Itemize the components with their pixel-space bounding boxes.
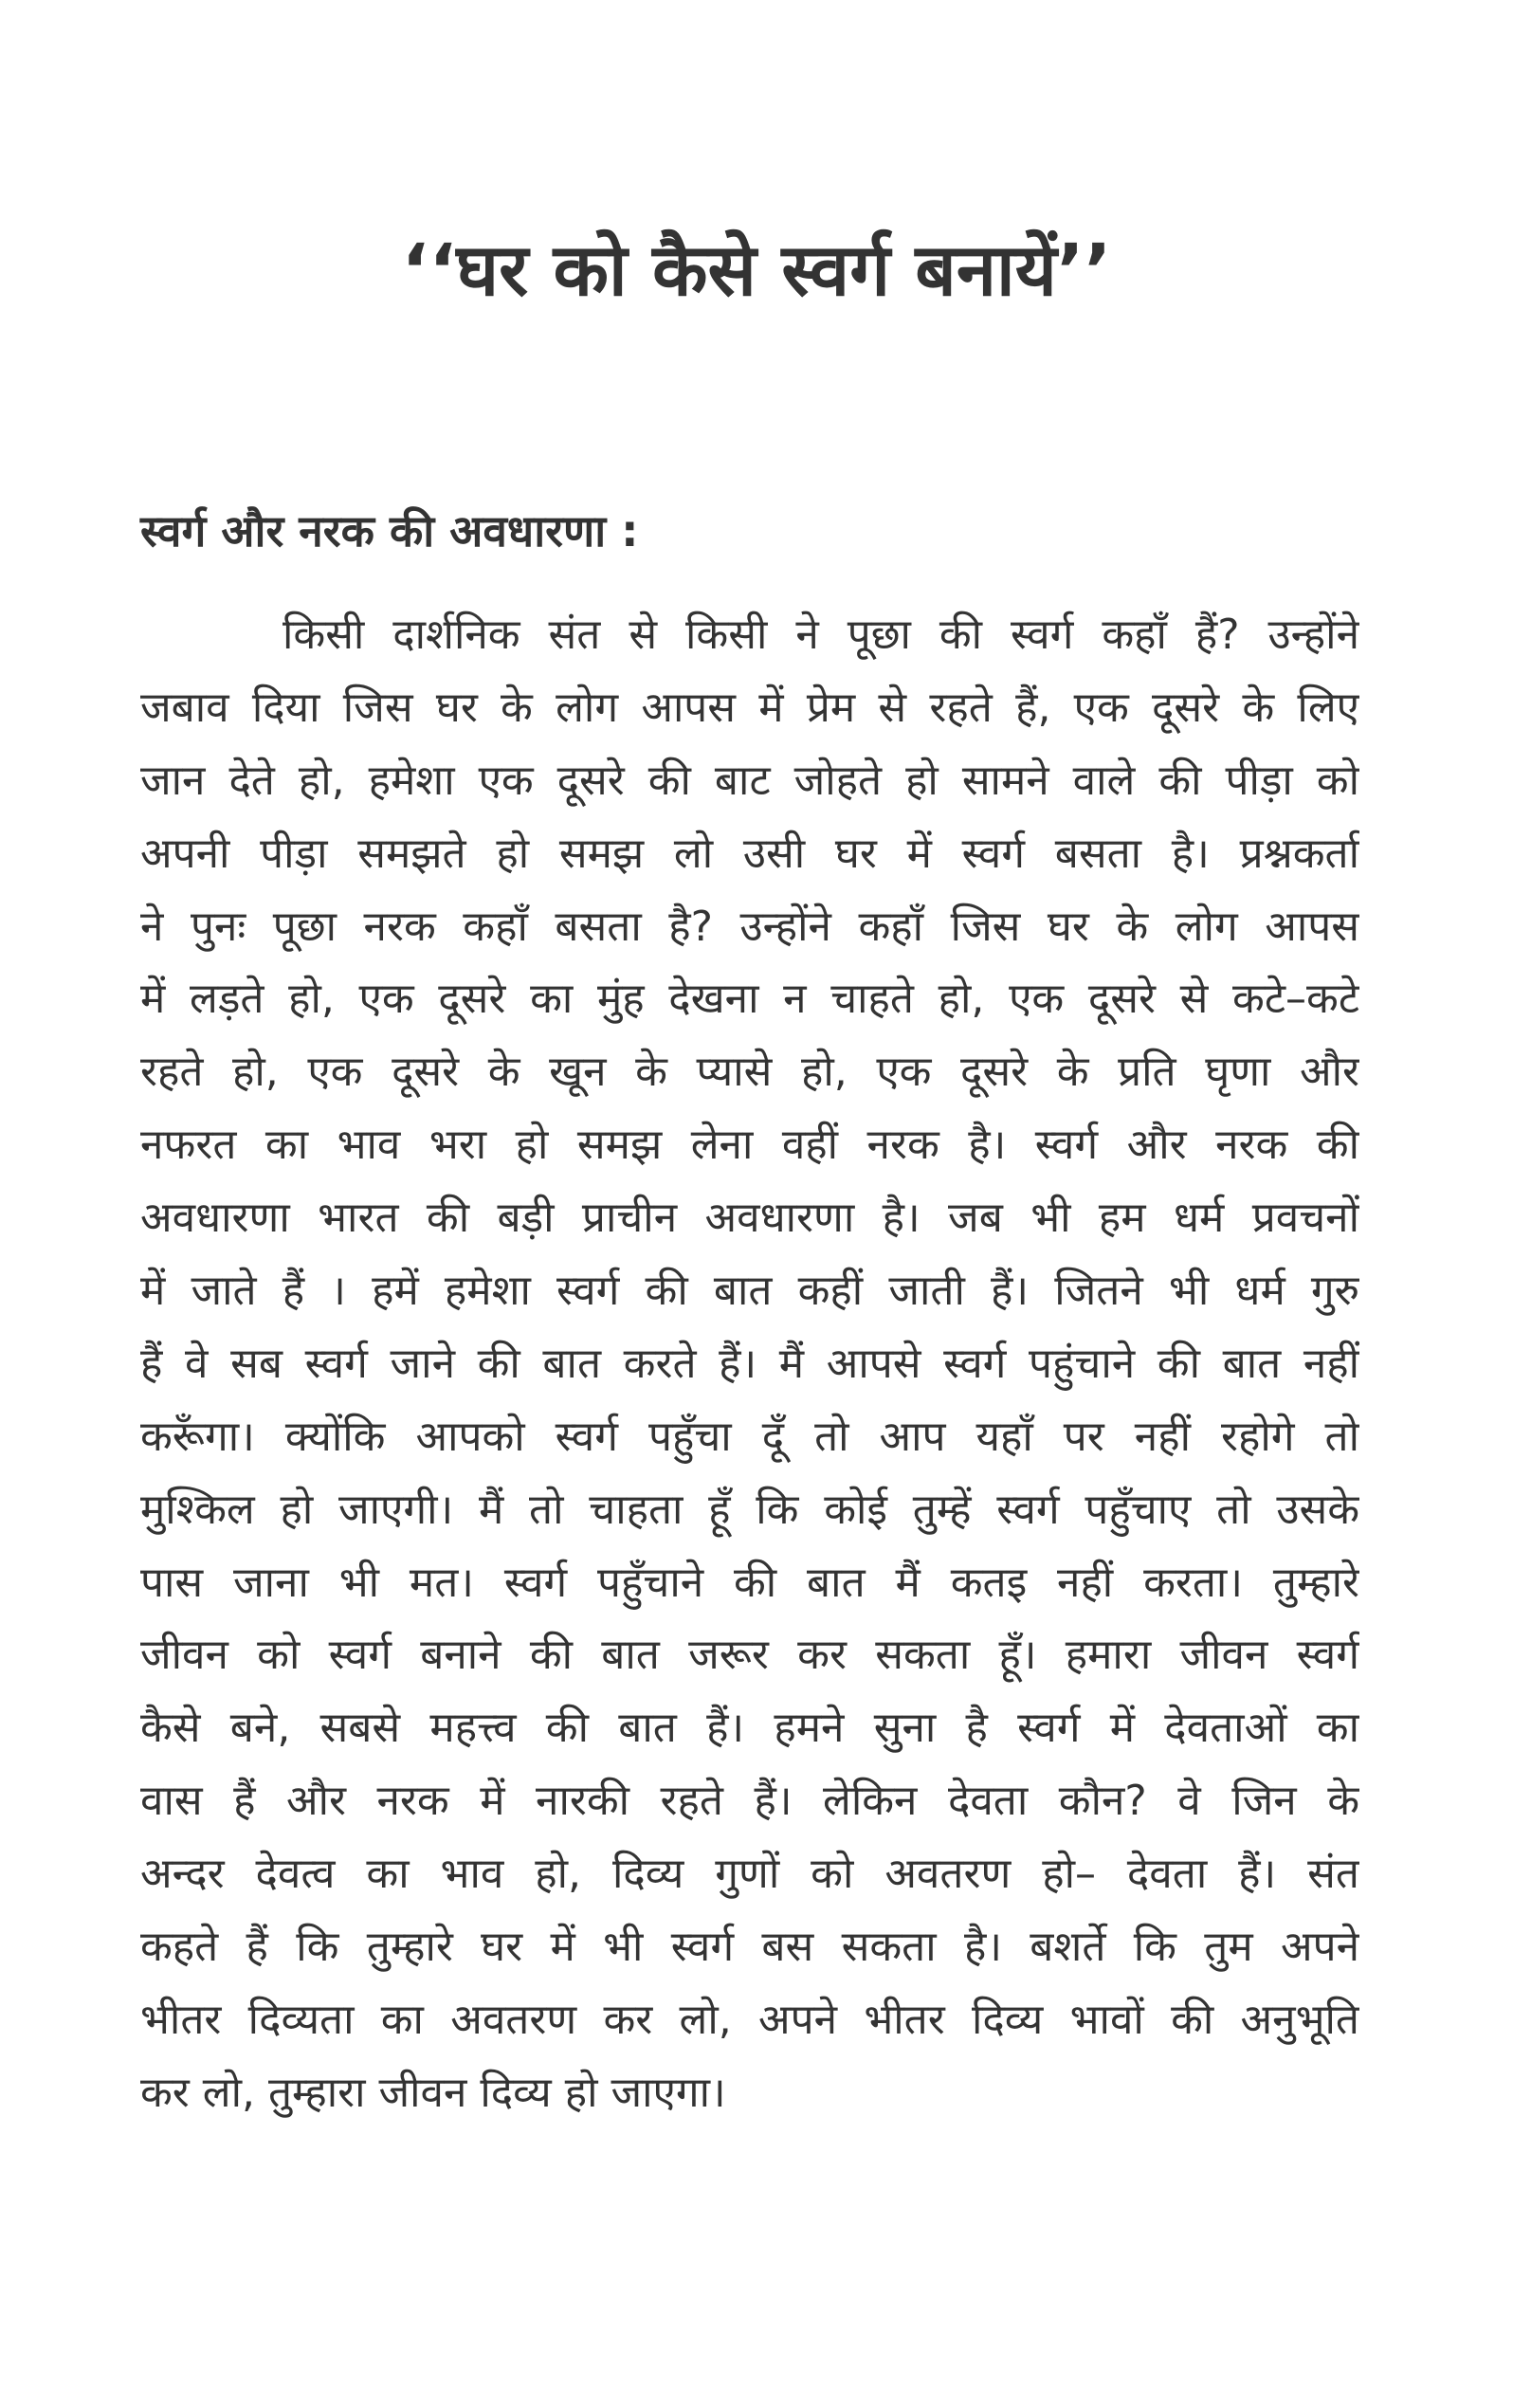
paragraph-line: कहते हैं कि तुम्हारे घर में भी स्वर्ग बस सकता है। बशर्ते कि तुम अपने xyxy=(140,1923,1359,1972)
section-heading: स्वर्ग और नरक की अवधारणा : xyxy=(140,505,639,556)
paragraph-line: ने पुनः पूछा नरक कहाँ बसता है? उन्होंने कहाँ जिस घर के लोग आपस xyxy=(140,902,1359,951)
paragraph-line: किसी दार्शनिक संत से किसी ने पूछा की स्वर्ग कहाँ हैं? उन्होंने xyxy=(283,611,1359,659)
paragraph-line: करूँगा। क्योंकि आपको स्वर्ग पहुँचा दूँ तो आप यहाँ पर नहीं रहोगे तो xyxy=(140,1412,1359,1461)
paragraph-line: में लड़ते हो, एक दूसरे का मुंह देखना न चाहते हो, एक दूसरे से कटे–कटे xyxy=(140,975,1359,1024)
paragraph-line: नफरत का भाव भरा हो समझ लेना वहीं नरक है। स्वर्ग और नरक की xyxy=(140,1121,1359,1170)
paragraph-line: अवधारणा भारत की बड़ी प्राचीन अवधारणा है। जब भी हम धर्म प्रवचनों xyxy=(140,1194,1359,1243)
paragraph xyxy=(140,599,1359,2130)
paragraph-line: जान देते हो, हमेशा एक दूसरे की बाट जोहते हो सामने वाले की पीड़ा को xyxy=(140,756,1359,805)
paragraph-line: रहते हो, एक दूसरे के खून के प्यासे हो, एक दूसरे के प्रति घृणा और xyxy=(140,1048,1359,1097)
paragraph-line: कर लो, तुम्हारा जीवन दिव्य हो जाएगा। xyxy=(140,2068,726,2117)
paragraph-line: वास हैं और नरक में नारकी रहते हैं। लेकिन देवता कौन? वे जिन के xyxy=(140,1777,1359,1826)
paragraph-line: कैसे बने, सबसे महत्त्व की बात हैं। हमने सुना है स्वर्ग में देवताओं का xyxy=(140,1704,1359,1753)
paragraph-line: में जाते हैं । हमें हमेशा स्वर्ग की बात कहीं जाती हैं। जितने भी धर्म गुरु xyxy=(140,1267,1359,1316)
paragraph-line: पास जाना भी मत। स्वर्ग पहुँचाने की बात मैं कतइ नहीं करता। तुम्हारे xyxy=(140,1558,1359,1607)
page-title: ‘‘घर को कैसे स्वर्ग बनायें’’ xyxy=(401,228,1112,312)
paragraph-line: अन्दर देवत्व का भाव हो, दिव्य गुणों को अवतरण हो– देवता हैं। संत xyxy=(140,1850,1359,1899)
paragraph-line: हैं वे सब स्वर्ग जाने की बात करते हैं। मैं आपसे स्वर्ग पहुंचाने की बात नहीं xyxy=(140,1339,1359,1388)
paragraph-line: भीतर दिव्यता का अवतरण कर लो, अपने भीतर दिव्य भावों की अनुभूति xyxy=(140,1995,1359,2044)
paragraph-line: जीवन को स्वर्ग बनाने की बात जरूर कर सकता हूँ। हमारा जीवन स्वर्ग xyxy=(140,1631,1359,1680)
paragraph-line: जबाव दिया जिस घर के लोग आपस में प्रेम से रहते हैं, एक दूसरे के लिए xyxy=(140,683,1359,732)
paragraph-line: मुश्किल हो जाएगी। मैं तो चाहता हूँ कि कोई तुम्हें स्वर्ग पहुँचाए तो उसके xyxy=(140,1485,1359,1534)
paragraph-line: अपनी पीड़ा समझते हो समझ लो उसी घर में स्वर्ग बसता है। प्रश्नकर्ता xyxy=(140,829,1359,878)
